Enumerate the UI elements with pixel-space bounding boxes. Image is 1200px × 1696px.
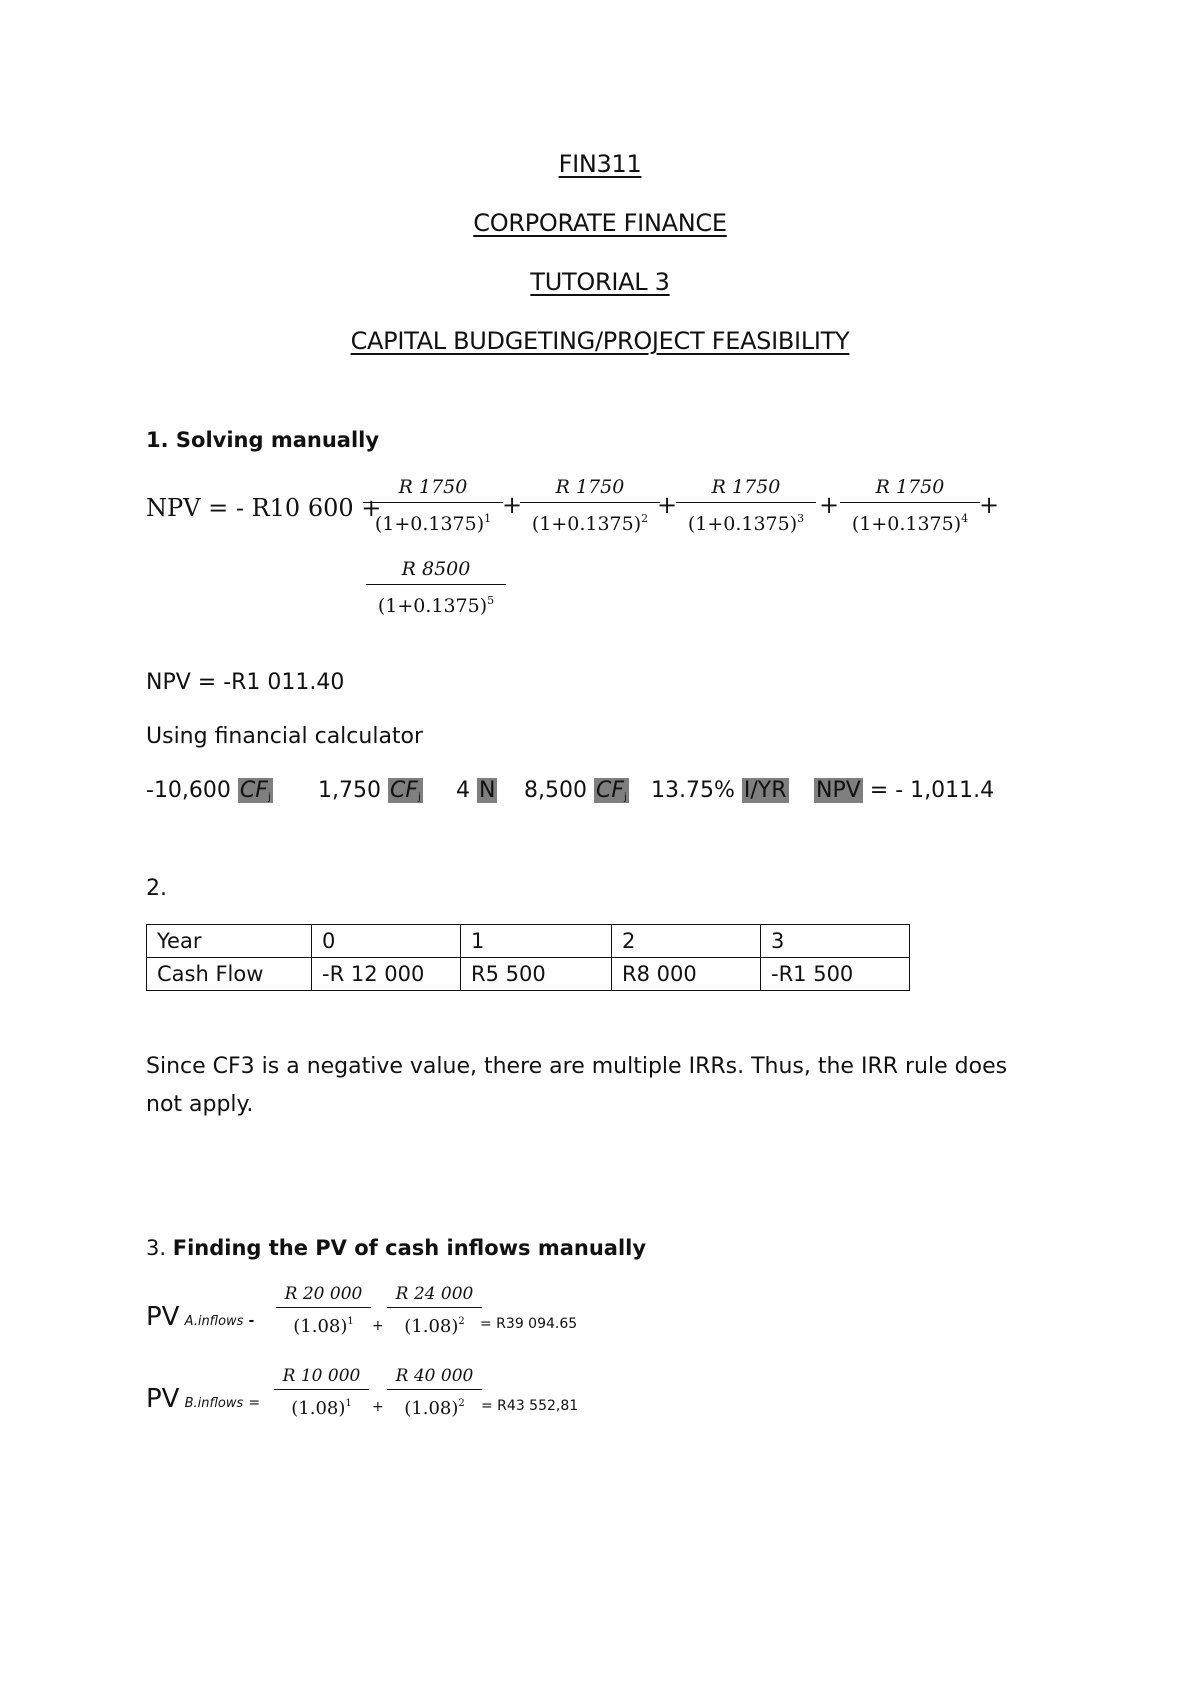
fraction-numerator: R 24 000 bbox=[395, 1284, 474, 1304]
q3-heading-text: Finding the PV of cash inflows manually bbox=[172, 1236, 647, 1260]
topic-title: CAPITAL BUDGETING/PROJECT FEASIBILITY bbox=[350, 327, 850, 355]
plus-sign: + bbox=[502, 491, 523, 519]
fraction-bar bbox=[363, 502, 503, 503]
table-cell: Year bbox=[147, 925, 312, 958]
fraction-bar bbox=[840, 502, 980, 503]
plus-sign: + bbox=[979, 491, 1000, 519]
plus-sign: + bbox=[819, 491, 840, 519]
calculator-keystrokes-2 bbox=[318, 778, 423, 803]
q3-heading: 3. Finding the PV of cash inflows manually bbox=[146, 1236, 647, 1260]
npv-fraction-3 bbox=[676, 474, 816, 535]
cf1-value: 1,750 bbox=[318, 778, 381, 803]
fraction-denominator: $(1+0.1375)^2$ bbox=[531, 512, 649, 535]
pv-a-fraction-2 bbox=[387, 1283, 482, 1337]
table-cell: 0 bbox=[312, 925, 461, 958]
q2-explanation-line1: Since CF3 is a negative value, there are multiple IRRs. Thus, the IRR rule does bbox=[146, 1054, 1008, 1079]
npv-equation-lhs: NPV = - R10 600 + bbox=[146, 494, 382, 522]
fraction-denominator: $(1+0.1375)^1$ bbox=[374, 512, 492, 535]
calculator-keystrokes-3 bbox=[456, 778, 497, 803]
npv-key-badge: NPV bbox=[816, 778, 861, 803]
n-key-badge: N bbox=[479, 778, 496, 803]
calculator-keystrokes-4 bbox=[524, 778, 629, 803]
npv-fraction-5 bbox=[366, 556, 506, 617]
table-cell: -R1 500 bbox=[761, 958, 910, 991]
fraction-numerator: R 1750 bbox=[711, 476, 781, 498]
cf0-value: -10,600 bbox=[146, 778, 231, 803]
fraction-bar bbox=[276, 1307, 371, 1308]
fraction-numerator: R 1750 bbox=[398, 476, 468, 498]
cfj-key-badge: $CF_j$ bbox=[389, 778, 421, 803]
cash-flow-table bbox=[146, 924, 910, 991]
q2-number: 2. bbox=[146, 876, 167, 901]
pv-b-fraction-2 bbox=[387, 1365, 482, 1419]
fraction-numerator: R 1750 bbox=[555, 476, 625, 498]
fraction-numerator: R 1750 bbox=[875, 476, 945, 498]
fraction-bar bbox=[520, 502, 660, 503]
pv-a-label: PV A.inflows - bbox=[146, 1302, 255, 1332]
fraction-bar bbox=[387, 1389, 482, 1390]
calculator-keystrokes bbox=[146, 778, 273, 803]
npv-result: NPV = -R1 011.40 bbox=[146, 670, 345, 695]
table-cell: 1 bbox=[461, 925, 612, 958]
table-cell: R8 000 bbox=[612, 958, 761, 991]
fraction-denominator: $(1+0.1375)^4$ bbox=[851, 512, 969, 535]
fraction-numerator: R 8500 bbox=[401, 558, 471, 580]
calculator-keystrokes-5 bbox=[651, 778, 789, 803]
plus-sign: + bbox=[372, 1399, 384, 1415]
course-code-title: FIN311 bbox=[558, 150, 642, 178]
cfj-key-badge: $CF_j$ bbox=[595, 778, 627, 803]
table-cell: Cash Flow bbox=[147, 958, 312, 991]
cf5-value: 8,500 bbox=[524, 778, 587, 803]
q2-explanation-line2: not apply. bbox=[146, 1092, 254, 1117]
calculator-heading: Using financial calculator bbox=[146, 724, 424, 749]
fraction-denominator: $(1+0.1375)^3$ bbox=[687, 512, 805, 535]
fraction-denominator: $(1.08)^1$ bbox=[291, 1398, 352, 1419]
course-name-title: CORPORATE FINANCE bbox=[473, 209, 727, 237]
table-cell: -R 12 000 bbox=[312, 958, 461, 991]
table-row bbox=[147, 958, 910, 991]
rate-value: 13.75% bbox=[651, 778, 735, 803]
npv-fraction-4 bbox=[840, 474, 980, 535]
tutorial-title: TUTORIAL 3 bbox=[530, 268, 670, 296]
calculator-keystrokes-6 bbox=[814, 778, 994, 803]
fraction-bar bbox=[387, 1307, 482, 1308]
iyr-key-badge: I/YR bbox=[743, 778, 787, 803]
pv-a-result: = R39 094.65 bbox=[480, 1316, 578, 1332]
fraction-bar bbox=[676, 502, 816, 503]
fraction-numerator: R 40 000 bbox=[395, 1366, 474, 1386]
plus-sign: + bbox=[372, 1318, 384, 1334]
table-row bbox=[147, 925, 910, 958]
pv-b-label: PV B.inflows = bbox=[146, 1384, 261, 1414]
q1-heading: 1. Solving manually bbox=[146, 428, 380, 452]
table-cell: R5 500 bbox=[461, 958, 612, 991]
fraction-denominator: $(1.08)^2$ bbox=[404, 1398, 465, 1419]
fraction-bar bbox=[274, 1389, 369, 1390]
fraction-numerator: R 10 000 bbox=[282, 1366, 361, 1386]
pv-b-fraction-1 bbox=[274, 1365, 369, 1419]
npv-fraction-1 bbox=[363, 474, 503, 535]
plus-sign: + bbox=[657, 491, 678, 519]
table-cell: 2 bbox=[612, 925, 761, 958]
table-cell: 3 bbox=[761, 925, 910, 958]
cfj-key-badge: $CF_j$ bbox=[239, 778, 271, 803]
npv-fraction-2 bbox=[520, 474, 660, 535]
fraction-bar bbox=[366, 584, 506, 585]
fraction-numerator: R 20 000 bbox=[284, 1284, 363, 1304]
fraction-denominator: $(1.08)^1$ bbox=[293, 1316, 354, 1337]
pv-b-result: = R43 552,81 bbox=[481, 1398, 579, 1414]
npv-calc-result: = - 1,011.4 bbox=[869, 778, 995, 803]
fraction-denominator: $(1+0.1375)^5$ bbox=[377, 594, 495, 617]
pv-a-fraction-1 bbox=[276, 1283, 371, 1337]
n-value: 4 bbox=[456, 778, 470, 803]
fraction-denominator: $(1.08)^2$ bbox=[404, 1316, 465, 1337]
